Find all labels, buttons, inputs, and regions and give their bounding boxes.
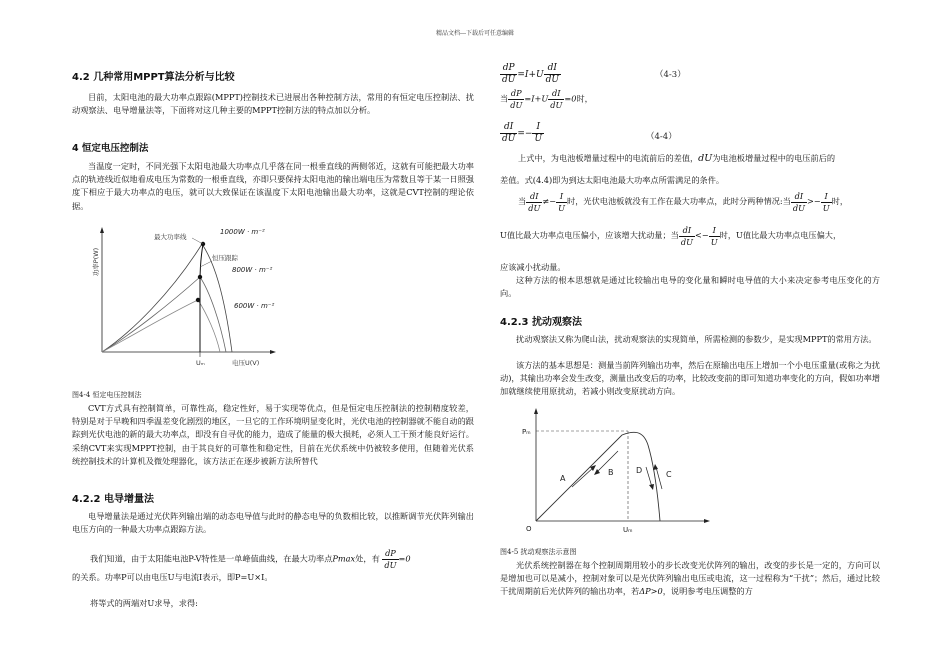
po-paragraph-1: 扰动观察法又称为爬山法，扰动观察法的实现简单，所需检测的参数少，是实现MPPT的常用方法。 — [516, 334, 877, 344]
x-axis-label: 电压U(V) — [232, 359, 260, 367]
equals-zero: =0 — [398, 553, 411, 564]
section-4-2-title: 4.2 几种常用MPPT算法分析与比较 — [72, 72, 235, 83]
figure-4-5-chart — [522, 405, 722, 545]
po-paragraph-3: 光伏系统控制器在每个控制周期用较小的步长改变光伏阵列的输出，改变的步长是一定的，方向可以是增加也可以是减小，控制对象可以是光伏阵列输出电压或电流，这一过程称为“干扰”；然后，通过比较干扰周期前后光伏阵列的输出功率，若ΔP>0，说明参考电压调整的方 — [500, 560, 880, 597]
cv-tracking-label: 恒压跟踪 — [212, 254, 238, 262]
inc-cond-line-1 — [90, 548, 411, 571]
arrow-d — [646, 467, 652, 487]
cvt-paragraph: 当温度一定时，不同光强下太阳电池最大功率点几乎落在同一根垂直线的两侧邻近，这就有可能把最大功率点的轨迹线近似地看成电压为常数的一根垂直线，亦即只要保持太阳电池的输出端电压为常数且等于某一日照强度下相应于最大功率点的电压，就可以大致保证在该温度下太阳电池输出最大功率，这就是CVT控制的理论依据。 — [72, 161, 474, 211]
section-4-2-3-title: 4.2.3 扰动观察法 — [500, 317, 582, 328]
core-idea-paragraph: 这种方法的根本思想就是通过比较输出电导的变化量和瞬时电导值的大小来决定参考电压变化的方向。 — [500, 275, 880, 299]
cvt-paragraph-2: CVT方式具有控制简单，可靠性高，稳定性好，易于实现等优点，但是恒定电压控制法的控制精度较差，特别是对于早晚和四季温差变化剧烈的地区，一旦它的工作环境明显变化时，光伏电池的控制器就不能自动的跟踪到光伏电池的新的最大功率点，即没有自寻优的能力，造成了能量的极大损耗，必须人工干预才能良好运行。采纳CVT来实现MPPT控制，由于其良好的可靠性和稳定性，目前在光伏系统中仍被较多使用，但随着光伏系统控制技术的计算机及微处理器化，该方法正在逐步被新方法所替代 — [72, 403, 474, 466]
dp-du-fraction: $\frac{dP}{dU}$ — [384, 548, 397, 570]
inc-cond-paragraph: 电导增量法是通过光伏阵列输出端的动态电导值与此时的静态电导的负数相比较，以推断调节光伏阵列输出电压方向的一种最大功率点跟踪方法。 — [72, 511, 474, 535]
inc-line1-text-b: 处，有 — [355, 553, 380, 564]
label-c: C — [666, 470, 672, 479]
section-4-2-2-title: 4.2.2 电导增量法 — [72, 494, 154, 505]
mpp-point-600 — [196, 298, 200, 302]
origin-label: O — [526, 525, 532, 533]
explain-line-1: 上式中，为电池板增量过程中的电流前后的差值，dU为电池板增量过程中的电压前后的 — [518, 153, 836, 164]
mpp-point-800 — [198, 275, 202, 279]
condition-line-1: 当 $\frac{dI}{dU}$ ≠− $\frac{I}{U}$ 时，光伏电池板就没有工作在最大功率点，此时分两种情况:当 $\frac{dI}{dU}$ >− $\frac{I}{U}$ 时， — [518, 190, 849, 213]
arrow-a — [572, 467, 594, 487]
equation-4-3: $\frac{dP}{dU}$ =I+U $\frac{dI}{dU}$ — [502, 63, 559, 85]
figure-4-4-chart — [92, 222, 352, 382]
label-d: D — [636, 466, 643, 475]
figure-4-4-caption: 图4-4 恒定电压控制法 — [72, 391, 142, 399]
label-b: B — [608, 468, 614, 477]
pv-curve — [536, 432, 660, 521]
cvt-title: 4 恒定电压控制法 — [72, 143, 149, 154]
curve-600-label: 600W · m⁻² — [234, 302, 275, 310]
explain-line-2: 差值。式(4.4)即为到达太阳电池最大功率点所需满足的条件。 — [500, 175, 725, 185]
equation-4-4: $\frac{dI}{dU}$ =− $\frac{I}{U}$ — [502, 122, 543, 144]
section-4-2-paragraph: 目前，太阳电池的最大功率点跟踪(MPPT)控制技术已进展出各种控制方法，常用的有恒定电压控制法、扰动观察法、电导增量法等，下面将对这几种主要的MPPT控制方法的特点加以分析。 — [72, 92, 474, 116]
inc-cond-line-3: 将等式的两端对U求导，求得: — [90, 598, 198, 608]
curve-800 — [102, 277, 226, 352]
pmax-symbol: Pmax — [332, 553, 356, 564]
figure-4-5-caption: 图4-5 扰动观察法示意图 — [500, 548, 577, 556]
condition-line-2: U值比最大功率点电压偏小，应该增大扰动量；当 $\frac{dI}{dU}$ <− $\frac{I}{U}$ 时，U值比最大功率点电压偏大， — [500, 224, 842, 247]
page-header: 精品文档---下载后可任意编辑 — [435, 30, 515, 37]
arrow-b — [596, 451, 618, 473]
label-a: A — [560, 474, 566, 483]
um-label: Uₘ — [196, 359, 205, 367]
curve-600 — [102, 300, 220, 352]
pm-label: Pₘ — [522, 428, 531, 436]
inc-cond-line-2: 的关系。功率P可以由电压U与电流I表示，即P=U×I。 — [72, 572, 273, 582]
cv-line — [200, 244, 203, 352]
y-axis-label: 功率P(W) — [92, 247, 100, 277]
po-paragraph-2: 该方法的基本思想是：测量当前阵列输出功率，然后在原输出电压上增加一个小电压重量(或称之为扰动)，其输出功率会发生改变，测量出改变后的功率，比较改变前的即可知道功率变化的方向，假如功率增加就继续使用原扰动，若减小则改变原扰动方向。 — [500, 360, 880, 397]
curve-800-label: 800W · m⁻² — [232, 266, 273, 274]
inc-line1-text: 我们知道，由于太阳能电池P-V特性是一单峰值曲线，在最大功率点 — [90, 553, 333, 564]
equation-4-4-number: （4-4） — [646, 132, 677, 142]
equation-4-3-number: （4-3） — [655, 70, 686, 80]
arrow-c — [656, 467, 662, 489]
mpp-line-label: 最大功率线 — [154, 233, 187, 241]
condition-line-3: 应该减小扰动量。 — [500, 262, 566, 272]
delta-p-condition: ΔP>0 — [639, 586, 663, 597]
um-label: Uₘ — [623, 526, 633, 534]
curve-1000-label: 1000W · m⁻² — [220, 228, 265, 236]
equation-4-3-condition: 当 $\frac{dP}{dU}$ =I+U $\frac{dI}{dU}$ =0时， — [500, 88, 593, 110]
